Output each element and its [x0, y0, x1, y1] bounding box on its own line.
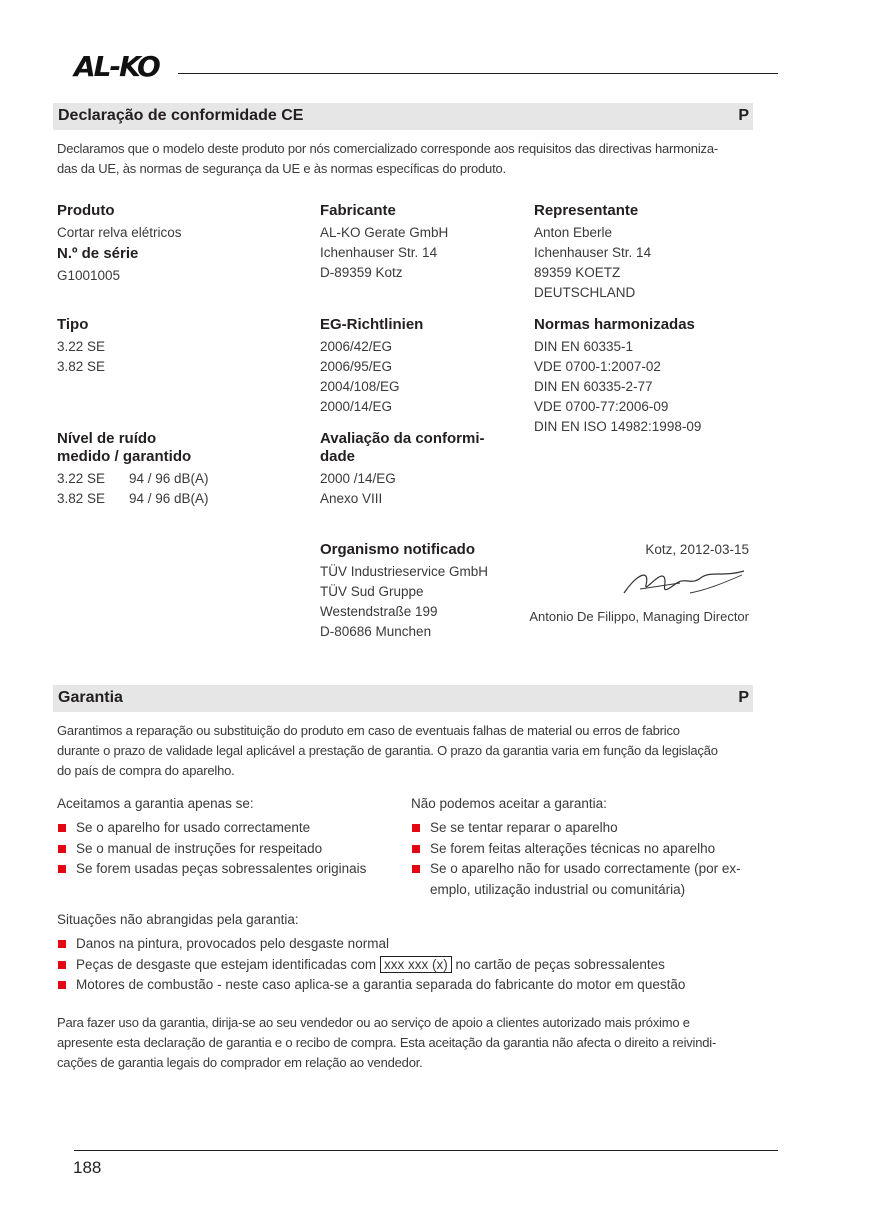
header-rule: [178, 73, 778, 74]
ce-section-header: [53, 103, 753, 130]
ruido-row: 3.22 SE 94 / 96 dB(A): [57, 471, 209, 486]
tipo-block: [57, 316, 105, 377]
representante-block: [534, 202, 651, 303]
page-number: 188: [73, 1158, 102, 1177]
ruido-label: medido / garantido: [57, 448, 192, 465]
normas-line: VDE 0700-1:2007-02: [534, 359, 661, 374]
reject-list: [411, 818, 756, 900]
avaliacao-label: dade: [320, 448, 356, 465]
footer-rule: [74, 1150, 778, 1151]
garantia-section-title: Garantia: [58, 689, 123, 706]
tipo-line: 3.22 SE: [57, 339, 106, 354]
garantia-language-code: P: [738, 689, 749, 706]
reject-heading: Não podemos aceitar a garantia:: [411, 796, 607, 811]
bullet-icon: [412, 824, 420, 832]
list-item: Se o aparelho for usado correctamente: [57, 818, 392, 839]
fabricante-block: [320, 202, 448, 283]
normas-line: VDE 0700-77:2006-09: [534, 399, 669, 414]
garantia-closing: Para fazer uso da garantia, dirija-se ao seu vendedor ou ao serviço de apoio a clientes autorizado mais próximo e apresente esta declaração de garantia e o recibo de compra. Esta aceitação da garantia não afecta o direito a reivindi- cações de garantia legais do comprador em relação ao vendedor.: [57, 1015, 717, 1070]
organismo-line: D-80686 Munchen: [320, 624, 432, 639]
accept-list: [57, 818, 392, 880]
list-item: Se se tentar reparar o aparelho: [411, 818, 756, 839]
bullet-icon: [58, 845, 66, 853]
normas-label: Normas harmonizadas: [534, 316, 695, 333]
part-code-box: xxx xxx (x): [380, 956, 452, 973]
eg-line: 2006/95/EG: [320, 359, 393, 374]
normas-block: [534, 316, 701, 437]
representante-line: Anton Eberle: [534, 225, 613, 240]
avaliacao-line: Anexo VIII: [320, 491, 383, 506]
organismo-line: TÜV Sud Gruppe: [320, 584, 424, 599]
normas-line: DIN EN 60335-1: [534, 339, 634, 354]
bullet-icon: [58, 824, 66, 832]
accept-heading: Aceitamos a garantia apenas se:: [57, 796, 254, 811]
ce-intro: Declaramos que o modelo deste produto por nós comercializado corresponde aos requisitos das directivas harmoniza- das da UE, às normas de segurança da UE e às normas específicas do produto.: [57, 141, 718, 176]
eg-line: 2004/108/EG: [320, 379, 400, 394]
representante-label: Representante: [534, 202, 639, 219]
produto-block: [57, 202, 182, 286]
organismo-block: [320, 541, 488, 642]
normas-line: DIN EN 60335-2-77: [534, 379, 653, 394]
fabricante-line: Ichenhauser Str. 14: [320, 245, 438, 260]
representante-line: 89359 KOETZ: [534, 265, 621, 280]
eg-line: 2006/42/EG: [320, 339, 393, 354]
not-covered-block: [57, 910, 757, 996]
tipo-label: Tipo: [57, 316, 89, 333]
avaliacao-block: [320, 430, 485, 509]
not-covered-heading: Situações não abrangidas pela garantia:: [57, 912, 299, 927]
avaliacao-line: 2000 /14/EG: [320, 471, 396, 486]
bullet-icon: [58, 865, 66, 873]
list-item: Motores de combustão - neste caso aplica-se a garantia separada do fabricante do motor em questão: [57, 975, 757, 996]
bullet-icon: [412, 845, 420, 853]
organismo-label: Organismo notificado: [320, 541, 476, 558]
serie-label: N.º de série: [57, 245, 139, 262]
list-item: Se forem usadas peças sobressalentes originais: [57, 859, 392, 880]
eg-line: 2000/14/EG: [320, 399, 393, 414]
bullet-icon: [412, 865, 420, 873]
representante-line: DEUTSCHLAND: [534, 285, 636, 300]
ce-language-code: P: [738, 107, 749, 124]
bullet-icon: [58, 981, 66, 989]
signatory: Antonio De Filippo, Managing Director: [529, 609, 749, 624]
garantia-section-header: [53, 685, 753, 712]
not-covered-list: [57, 934, 757, 996]
bullet-icon: [58, 940, 66, 948]
fabricante-line: AL-KO Gerate GmbH: [320, 225, 449, 240]
alko-logo: AL-KO: [74, 50, 159, 83]
fabricante-line: D-89359 Kotz: [320, 265, 403, 280]
ruido-row: 3.82 SE 94 / 96 dB(A): [57, 491, 209, 506]
list-item: Se o aparelho não for usado correctamente (por ex- emplo, utilização industrial ou comunitária): [411, 859, 756, 900]
signature: [620, 563, 750, 603]
produto-label: Produto: [57, 202, 115, 219]
list-item: Danos na pintura, provocados pelo desgaste normal: [57, 934, 757, 955]
list-item: Se forem feitas alterações técnicas no aparelho: [411, 839, 756, 860]
produto-value: Cortar relva elétricos: [57, 225, 182, 240]
eg-block: [320, 316, 423, 417]
list-item: Peças de desgaste que estejam identificadas com xxx xxx (x) no cartão de peças sobressalentes: [57, 955, 757, 976]
garantia-intro: Garantimos a reparação ou substituição do produto em caso de eventuais falhas de material ou erros de fabrico durante o prazo de validade legal aplicável a prestação de garantia. O prazo da garantia varia em função da legislação do país de compra do aparelho.: [57, 723, 718, 778]
organismo-line: Westendstraße 199: [320, 604, 438, 619]
list-item: Se o manual de instruções for respeitado: [57, 839, 392, 860]
ruido-label: Nível de ruído: [57, 430, 157, 447]
normas-line: DIN EN ISO 14982:1998-09: [534, 419, 702, 434]
bullet-icon: [58, 961, 66, 969]
avaliacao-label: Avaliação da conformi-: [320, 430, 485, 447]
accept-block: [57, 794, 392, 880]
reject-block: [411, 794, 756, 900]
representante-line: Ichenhauser Str. 14: [534, 245, 652, 260]
place-date: Kotz, 2012-03-15: [645, 542, 749, 557]
tipo-line: 3.82 SE: [57, 359, 106, 374]
fabricante-label: Fabricante: [320, 202, 396, 219]
ce-section-title: Declaração de conformidade CE: [58, 107, 304, 124]
ruido-block: [57, 430, 209, 509]
organismo-line: TÜV Industrieservice GmbH: [320, 564, 489, 579]
eg-label: EG-Richtlinien: [320, 316, 424, 333]
serie-value: G1001005: [57, 268, 121, 283]
